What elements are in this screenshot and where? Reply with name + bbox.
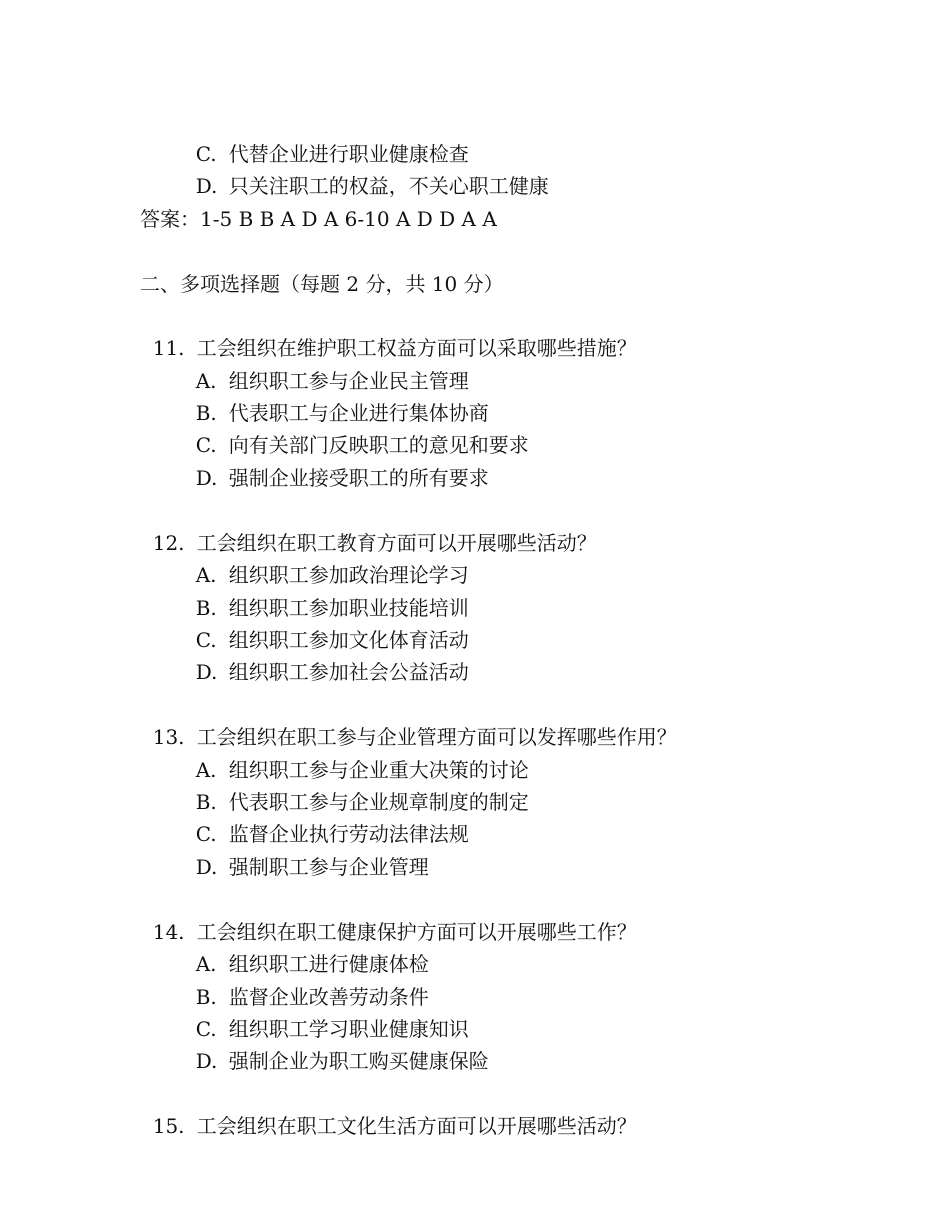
- question-15: [140, 1078, 637, 1138]
- option-text: 代表职工与企业进行集体协商: [228, 401, 489, 425]
- question-12-option-a: [183, 527, 469, 587]
- question-12-option-c: [183, 592, 469, 652]
- option-text: 组织职工参加政治理论学习: [228, 563, 469, 587]
- question-14: [140, 884, 637, 944]
- question-text: 工会组织在维护职工权益方面可以采取哪些措施？: [196, 336, 637, 360]
- option-letter: D.: [195, 466, 218, 490]
- option-letter: C.: [195, 1017, 217, 1041]
- question-12-option-b: [183, 560, 469, 620]
- option-text: 组织职工参加职业技能培训: [228, 596, 469, 620]
- option-letter: D.: [195, 1049, 218, 1073]
- option-letter: B.: [195, 790, 217, 814]
- question-13: [140, 689, 677, 749]
- question-text: 工会组织在职工教育方面可以开展哪些活动？: [196, 531, 597, 555]
- option-letter: C.: [195, 822, 217, 846]
- option-text: 代替企业进行职业健康检查: [228, 142, 469, 166]
- option-letter: D.: [195, 174, 218, 198]
- question-text: 工会组织在职工参与企业管理方面可以发挥哪些作用？: [196, 725, 677, 749]
- question-11-option-d: [183, 430, 489, 490]
- question-13-option-c: [183, 786, 469, 846]
- answer-key: 答案：1-5 B B A D A 6-10 A D D A A: [140, 207, 497, 231]
- question-11: [140, 300, 637, 360]
- question-number: 13.: [152, 725, 185, 749]
- question-13-option-d: [183, 819, 429, 879]
- option-letter: C.: [195, 142, 217, 166]
- question-14-option-a: [183, 916, 429, 976]
- option-letter: D.: [195, 660, 218, 684]
- question-number: 14.: [152, 920, 185, 944]
- question-12-option-d: [183, 624, 469, 684]
- option-letter: C.: [195, 628, 217, 652]
- option-letter: B.: [195, 985, 217, 1009]
- question-number: 11.: [152, 336, 185, 360]
- option-letter: B.: [195, 596, 217, 620]
- option-letter: A.: [195, 758, 217, 782]
- question-14-option-d: [183, 1013, 489, 1073]
- section-title: 二、多项选择题（每题 2 分，共 10 分）: [140, 272, 504, 296]
- prev-option-d: [183, 138, 549, 198]
- option-text: 只关注职工的权益，不关心职工健康: [228, 174, 549, 198]
- question-11-option-c: [183, 397, 529, 457]
- option-letter: A.: [195, 952, 217, 976]
- option-text: 组织职工进行健康体检: [228, 952, 429, 976]
- question-14-option-b: [183, 949, 429, 1009]
- option-text: 组织职工学习职业健康知识: [228, 1017, 469, 1041]
- option-letter: B.: [195, 401, 217, 425]
- option-text: 组织职工参加文化体育活动: [228, 628, 469, 652]
- option-letter: D.: [195, 855, 218, 879]
- option-text: 监督企业执行劳动法律法规: [228, 822, 469, 846]
- option-text: 组织职工参与企业民主管理: [228, 369, 469, 393]
- question-12: [140, 495, 597, 555]
- question-13-option-a: [183, 722, 529, 782]
- prev-option-c: [183, 106, 469, 166]
- question-14-option-c: [183, 981, 469, 1041]
- question-13-option-b: [183, 754, 529, 814]
- question-number: 15.: [152, 1114, 185, 1138]
- option-text: 组织职工参加社会公益活动: [228, 660, 469, 684]
- option-text: 强制职工参与企业管理: [228, 855, 429, 879]
- question-11-option-b: [183, 365, 489, 425]
- question-number: 12.: [152, 531, 185, 555]
- option-text: 强制企业接受职工的所有要求: [228, 466, 489, 490]
- option-text: 代表职工参与企业规章制度的制定: [228, 790, 529, 814]
- option-letter: A.: [195, 369, 217, 393]
- option-text: 组织职工参与企业重大决策的讨论: [228, 758, 529, 782]
- option-text: 向有关部门反映职工的意见和要求: [228, 433, 529, 457]
- option-text: 强制企业为职工购买健康保险: [228, 1049, 489, 1073]
- question-text: 工会组织在职工健康保护方面可以开展哪些工作？: [196, 920, 637, 944]
- option-letter: A.: [195, 563, 217, 587]
- option-text: 监督企业改善劳动条件: [228, 985, 429, 1009]
- question-text: 工会组织在职工文化生活方面可以开展哪些活动？: [196, 1114, 637, 1138]
- option-letter: C.: [195, 433, 217, 457]
- question-11-option-a: [183, 333, 469, 393]
